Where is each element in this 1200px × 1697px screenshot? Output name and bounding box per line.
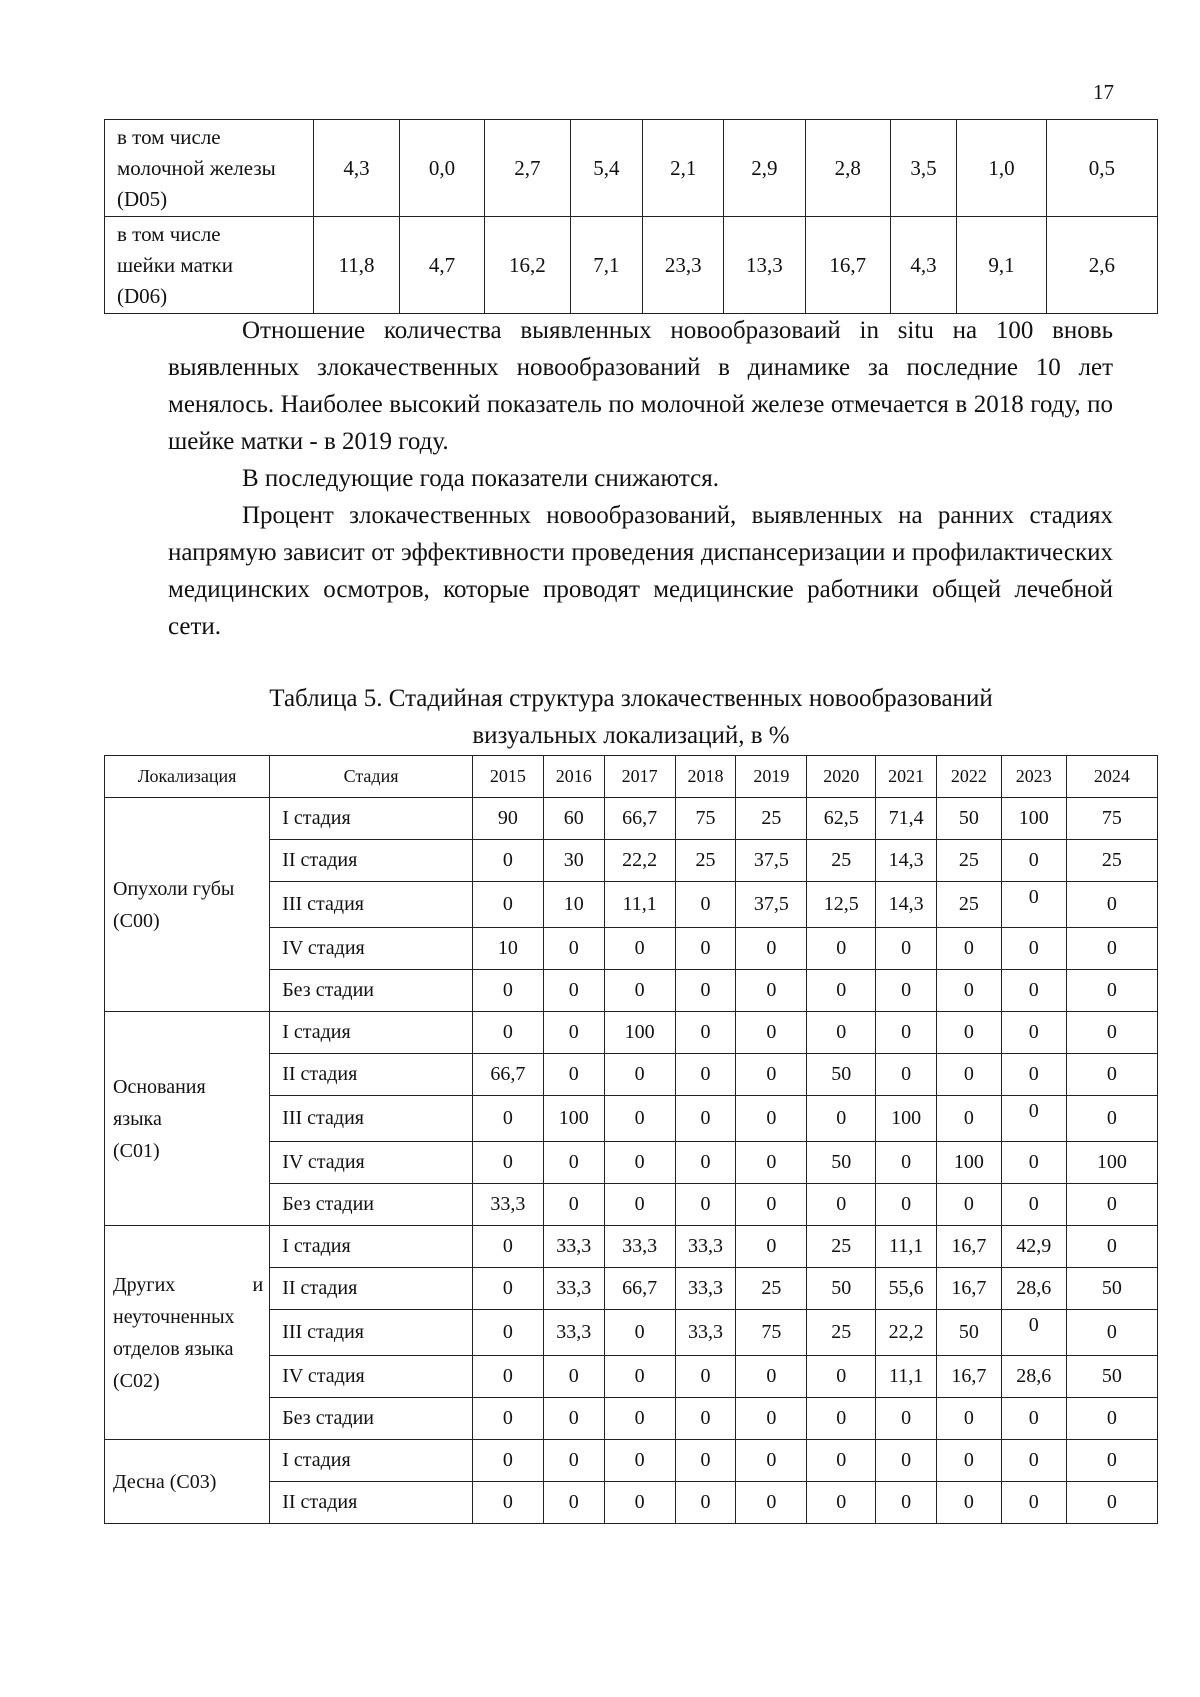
value-cell: 0 [736, 1012, 807, 1054]
value-cell: 10 [543, 882, 604, 928]
localization-line: (С02) [113, 1369, 160, 1392]
value-cell: 0 [675, 1398, 736, 1440]
value-cell: 0 [1001, 1142, 1066, 1184]
table-caption [104, 680, 1158, 754]
value-cell: 37,5 [736, 882, 807, 928]
value-cell: 0 [807, 1482, 876, 1524]
value-cell: 0 [472, 1226, 543, 1268]
value-cell: 28,6 [1001, 1268, 1066, 1310]
value-cell: 33,3 [675, 1226, 736, 1268]
table-cell: 16,7 [805, 217, 890, 314]
row-label-line: в том числе [117, 221, 221, 246]
value-cell: 0 [1066, 1012, 1157, 1054]
value-cell: 0 [736, 1096, 807, 1142]
value-cell: 0 [876, 1184, 937, 1226]
header-year: 2022 [936, 756, 1001, 798]
value-cell: 16,7 [936, 1356, 1001, 1398]
value-cell: 0 [936, 928, 1001, 970]
localization-line: Опухоли губы [113, 877, 235, 900]
localization-line: Десна (С03) [113, 1470, 217, 1493]
value-cell: 33,3 [543, 1268, 604, 1310]
table-cell: 1,0 [957, 120, 1047, 217]
header-year: 2018 [675, 756, 736, 798]
value-cell: 0 [472, 1310, 543, 1356]
value-cell: 0 [543, 1142, 604, 1184]
value-cell: 16,7 [936, 1226, 1001, 1268]
value-cell: 0 [807, 1184, 876, 1226]
stage-cell: II стадия [270, 1268, 473, 1310]
value-cell: 0 [736, 1142, 807, 1184]
table-cell: 7,1 [570, 217, 643, 314]
value-cell: 33,3 [675, 1268, 736, 1310]
value-cell: 0 [543, 1184, 604, 1226]
localization-line: языка [113, 1107, 162, 1130]
value-cell: 0 [543, 1054, 604, 1096]
paragraph: Отношение количества выявленных новообразоваий in situ на 100 вновь выявленных злокачественных новообразований в динамике за последние 10 лет менялось. Наиболее высокий показатель по молочной железе отмечается в 2018 году, по шейке матки - в 2019 году. [168, 317, 1113, 455]
value-cell: 0 [543, 928, 604, 970]
value-cell: 0 [876, 1398, 937, 1440]
value-cell: 0 [604, 970, 675, 1012]
header-year: 2015 [472, 756, 543, 798]
value-cell: 11,1 [876, 1356, 937, 1398]
value-cell: 33,3 [543, 1226, 604, 1268]
value-cell: 50 [807, 1054, 876, 1096]
header-localization: Локализация [105, 756, 270, 798]
continued-table [104, 119, 1158, 314]
value-cell: 0 [1001, 1184, 1066, 1226]
value-cell: 0 [1001, 840, 1066, 882]
header-year: 2016 [543, 756, 604, 798]
value-cell: 0 [936, 970, 1001, 1012]
value-cell: 0 [1001, 970, 1066, 1012]
value-cell: 0 [472, 1012, 543, 1054]
value-cell: 0 [936, 1096, 1001, 1142]
value-cell: 0 [675, 1482, 736, 1524]
row-label-line: (D06) [117, 283, 168, 308]
value-cell: 0 [604, 1310, 675, 1356]
value-cell: 50 [807, 1268, 876, 1310]
value-cell: 28,6 [1001, 1356, 1066, 1398]
value-cell: 0 [876, 970, 937, 1012]
value-cell: 0 [472, 1398, 543, 1440]
table-cell: 0,0 [399, 120, 484, 217]
value-cell: 0 [1001, 1012, 1066, 1054]
value-cell: 14,3 [876, 882, 937, 928]
value-cell: 0 [1001, 928, 1066, 970]
value-cell: 100 [936, 1142, 1001, 1184]
table-cell: 2,8 [805, 120, 890, 217]
value-cell: 0 [472, 1440, 543, 1482]
row-label-line: (D05) [117, 186, 168, 211]
localization-line: Основания [113, 1075, 206, 1098]
value-cell: 0 [543, 1398, 604, 1440]
value-cell: 0 [675, 882, 736, 928]
value-cell: 0 [1066, 928, 1157, 970]
value-cell: 0 [736, 1226, 807, 1268]
value-cell: 0 [675, 928, 736, 970]
value-cell: 37,5 [736, 840, 807, 882]
value-cell: 0 [1001, 1096, 1066, 1142]
stage-cell: Без стадии [270, 1184, 473, 1226]
value-cell: 0 [472, 1356, 543, 1398]
value-cell: 0 [807, 970, 876, 1012]
value-cell: 0 [936, 1054, 1001, 1096]
value-cell: 0 [604, 1398, 675, 1440]
value-cell: 100 [543, 1096, 604, 1142]
table-caption-line: визуальных локализаций, в % [472, 722, 790, 749]
table-caption-line: Таблица 5. Стадийная структура злокачественных новообразований [269, 685, 993, 712]
localization-word: и [252, 1273, 264, 1296]
value-cell: 25 [736, 798, 807, 840]
value-cell: 0 [1066, 1310, 1157, 1356]
value-cell: 66,7 [604, 798, 675, 840]
value-cell: 0 [736, 1440, 807, 1482]
stage-cell: I стадия [270, 1440, 473, 1482]
value-cell: 0 [936, 1482, 1001, 1524]
table-cell: 4,3 [890, 217, 956, 314]
value-cell: 0 [604, 1440, 675, 1482]
value-cell: 0 [1066, 1482, 1157, 1524]
value-cell: 55,6 [876, 1268, 937, 1310]
value-cell: 0 [1001, 1054, 1066, 1096]
table-cell: 2,9 [724, 120, 805, 217]
table-cell: 2,7 [485, 120, 570, 217]
value-cell: 0 [543, 1482, 604, 1524]
table-cell: 5,4 [570, 120, 643, 217]
localization-cell [105, 1440, 270, 1524]
value-cell: 0 [936, 1012, 1001, 1054]
header-year: 2019 [736, 756, 807, 798]
table-cell: 3,5 [890, 120, 956, 217]
value-cell: 0 [1066, 1096, 1157, 1142]
value-cell: 0 [675, 1096, 736, 1142]
stage-cell: IV стадия [270, 928, 473, 970]
value-cell: 0 [1066, 1440, 1157, 1482]
value-cell: 0 [1066, 970, 1157, 1012]
value-cell: 0 [936, 1398, 1001, 1440]
value-cell: 0 [675, 1184, 736, 1226]
value-cell: 0 [472, 840, 543, 882]
header-year: 2023 [1001, 756, 1066, 798]
value-cell: 0 [876, 1012, 937, 1054]
header-year: 2021 [876, 756, 937, 798]
value-cell: 16,7 [936, 1268, 1001, 1310]
value-cell: 0 [807, 1012, 876, 1054]
value-cell: 50 [1066, 1268, 1157, 1310]
value-cell: 0 [736, 1184, 807, 1226]
value-cell: 0 [604, 928, 675, 970]
value-cell: 0 [543, 1356, 604, 1398]
row-label [105, 120, 314, 217]
paragraph: В последующие года показатели снижаются. [242, 465, 719, 492]
value-cell: 25 [936, 840, 1001, 882]
value-cell: 25 [807, 1310, 876, 1356]
value-cell: 66,7 [472, 1054, 543, 1096]
value-cell: 25 [1066, 840, 1157, 882]
body-text [168, 312, 1113, 645]
localization-line [113, 1269, 263, 1301]
table-cell: 16,2 [485, 217, 570, 314]
header-year: 2024 [1066, 756, 1157, 798]
value-cell: 25 [936, 882, 1001, 928]
table-row [105, 1226, 1158, 1268]
stage-cell: I стадия [270, 1012, 473, 1054]
value-cell: 71,4 [876, 798, 937, 840]
value-cell: 0 [472, 882, 543, 928]
value-cell: 0 [675, 1012, 736, 1054]
value-cell: 42,9 [1001, 1226, 1066, 1268]
value-cell: 0 [936, 1440, 1001, 1482]
table-cell: 2,1 [643, 120, 724, 217]
value-cell: 0 [1001, 1310, 1066, 1356]
table-header-row [105, 756, 1158, 798]
table-cell: 0,5 [1046, 120, 1157, 217]
value-cell: 0 [1001, 1440, 1066, 1482]
localization-line: (С00) [113, 909, 160, 932]
value-cell: 0 [736, 1398, 807, 1440]
stage-cell: I стадия [270, 1226, 473, 1268]
value-cell: 30 [543, 840, 604, 882]
value-cell: 75 [675, 798, 736, 840]
value-cell: 0 [807, 1398, 876, 1440]
value-cell: 0 [1066, 1226, 1157, 1268]
stage-cell: III стадия [270, 1310, 473, 1356]
value-cell: 0 [675, 1440, 736, 1482]
value-cell: 22,2 [604, 840, 675, 882]
value-cell: 0 [876, 928, 937, 970]
value-cell: 0 [876, 1440, 937, 1482]
value-cell: 0 [675, 1142, 736, 1184]
value-cell: 0 [876, 1054, 937, 1096]
value-cell: 0 [1066, 882, 1157, 928]
table-row [105, 120, 1158, 217]
stage-cell: II стадия [270, 1482, 473, 1524]
value-cell: 50 [807, 1142, 876, 1184]
value-cell: 0 [876, 1482, 937, 1524]
table-cell: 13,3 [724, 217, 805, 314]
value-cell: 0 [472, 1268, 543, 1310]
table-cell: 2,6 [1046, 217, 1157, 314]
localization-line: (С01) [113, 1139, 160, 1162]
row-label-line: шейки матки [117, 252, 233, 277]
table-cell: 4,3 [314, 120, 399, 217]
stage-cell: IV стадия [270, 1356, 473, 1398]
table-cell: 23,3 [643, 217, 724, 314]
value-cell: 0 [675, 1054, 736, 1096]
table-row [105, 217, 1158, 314]
value-cell: 75 [1066, 798, 1157, 840]
value-cell: 50 [1066, 1356, 1157, 1398]
value-cell: 0 [543, 970, 604, 1012]
value-cell: 50 [936, 1310, 1001, 1356]
table-cell: 4,7 [399, 217, 484, 314]
value-cell: 66,7 [604, 1268, 675, 1310]
value-cell: 0 [1066, 1398, 1157, 1440]
value-cell: 0 [472, 1482, 543, 1524]
stage-cell: I стадия [270, 798, 473, 840]
value-cell: 0 [1001, 1482, 1066, 1524]
header-stage: Стадия [270, 756, 473, 798]
value-cell: 14,3 [876, 840, 937, 882]
value-cell: 0 [807, 1440, 876, 1482]
value-cell: 12,5 [807, 882, 876, 928]
localization-line: неуточненных [113, 1305, 235, 1328]
localization-cell [105, 1226, 270, 1440]
value-cell: 0 [675, 1356, 736, 1398]
value-cell: 75 [736, 1310, 807, 1356]
value-cell: 0 [604, 1142, 675, 1184]
value-cell: 100 [876, 1096, 937, 1142]
stage-cell: III стадия [270, 882, 473, 928]
table-row [105, 1012, 1158, 1054]
value-cell: 0 [604, 1482, 675, 1524]
value-cell: 0 [807, 928, 876, 970]
value-cell: 0 [736, 970, 807, 1012]
header-year: 2020 [807, 756, 876, 798]
value-cell: 62,5 [807, 798, 876, 840]
value-cell: 0 [1066, 1184, 1157, 1226]
value-cell: 0 [1001, 882, 1066, 928]
value-cell: 90 [472, 798, 543, 840]
value-cell: 0 [472, 1096, 543, 1142]
value-cell: 60 [543, 798, 604, 840]
value-cell: 25 [736, 1268, 807, 1310]
row-label-line: в том числе [117, 124, 221, 149]
value-cell: 0 [604, 1096, 675, 1142]
value-cell: 0 [1066, 1054, 1157, 1096]
row-label-line: молочной железы [117, 155, 276, 180]
table-row [105, 1440, 1158, 1482]
value-cell: 25 [675, 840, 736, 882]
stage-cell: II стадия [270, 1054, 473, 1096]
value-cell: 10 [472, 928, 543, 970]
stage-cell: Без стадии [270, 1398, 473, 1440]
value-cell: 0 [936, 1184, 1001, 1226]
value-cell: 100 [1001, 798, 1066, 840]
localization-word: Других [113, 1273, 176, 1296]
localization-cell [105, 1012, 270, 1226]
stage-cell: Без стадии [270, 970, 473, 1012]
header-year: 2017 [604, 756, 675, 798]
value-cell: 0 [472, 1142, 543, 1184]
value-cell: 22,2 [876, 1310, 937, 1356]
value-cell: 33,3 [604, 1226, 675, 1268]
value-cell: 0 [876, 1142, 937, 1184]
value-cell: 33,3 [543, 1310, 604, 1356]
value-cell: 0 [675, 970, 736, 1012]
value-cell: 25 [807, 1226, 876, 1268]
page-number: 17 [1093, 80, 1114, 104]
value-cell: 100 [1066, 1142, 1157, 1184]
value-cell: 0 [604, 1184, 675, 1226]
localization-cell [105, 798, 270, 1012]
value-cell: 50 [936, 798, 1001, 840]
value-cell: 25 [807, 840, 876, 882]
value-cell: 0 [472, 970, 543, 1012]
stage-cell: III стадия [270, 1096, 473, 1142]
value-cell: 100 [604, 1012, 675, 1054]
table-cell: 9,1 [957, 217, 1047, 314]
value-cell: 0 [736, 1356, 807, 1398]
value-cell: 11,1 [876, 1226, 937, 1268]
table-cell: 11,8 [314, 217, 399, 314]
stage-cell: IV стадия [270, 1142, 473, 1184]
value-cell: 11,1 [604, 882, 675, 928]
value-cell: 0 [736, 1482, 807, 1524]
paragraph: Процент злокачественных новообразований, выявленных на ранних стадиях напрямую зависит от эффективности проведения диспансеризации и профилактических медицинских осмотров, которые проводят медицинские работники общей лечебной сети. [168, 502, 1113, 640]
value-cell: 0 [807, 1356, 876, 1398]
value-cell: 0 [736, 1054, 807, 1096]
stage-structure-table [104, 755, 1158, 1524]
table-row [105, 798, 1158, 840]
value-cell: 0 [736, 928, 807, 970]
value-cell: 0 [807, 1096, 876, 1142]
value-cell: 33,3 [472, 1184, 543, 1226]
value-cell: 0 [543, 1440, 604, 1482]
stage-cell: II стадия [270, 840, 473, 882]
value-cell: 0 [604, 1356, 675, 1398]
value-cell: 33,3 [675, 1310, 736, 1356]
localization-line: отделов языка [113, 1337, 234, 1360]
row-label [105, 217, 314, 314]
value-cell: 0 [1001, 1398, 1066, 1440]
value-cell: 0 [604, 1054, 675, 1096]
value-cell: 0 [543, 1012, 604, 1054]
